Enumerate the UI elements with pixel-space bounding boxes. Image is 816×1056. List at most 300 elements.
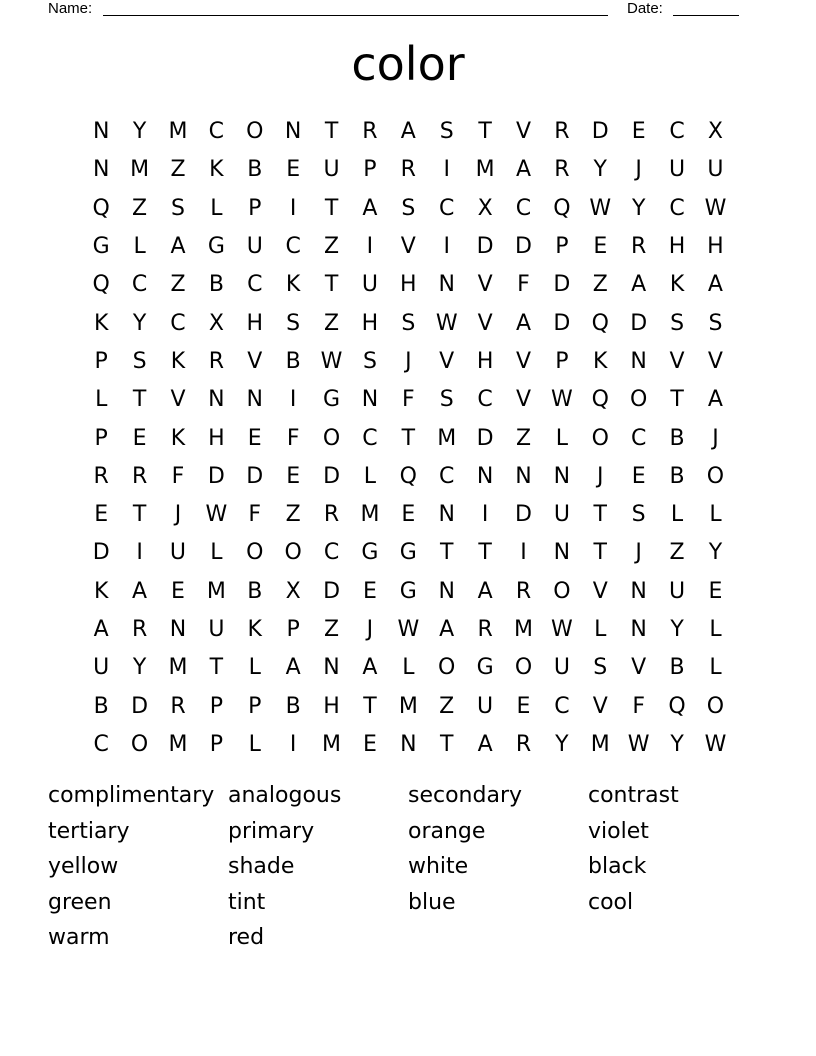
grid-letter[interactable]: O: [706, 693, 725, 719]
grid-letter[interactable]: C: [362, 425, 378, 451]
word-list-item: cool: [588, 889, 634, 915]
grid-letter[interactable]: H: [246, 310, 264, 336]
grid-letter[interactable]: I: [289, 731, 297, 757]
grid-letter[interactable]: T: [363, 693, 377, 719]
grid-letter[interactable]: S: [286, 310, 301, 336]
grid-letter[interactable]: K: [93, 310, 109, 336]
grid-letter[interactable]: C: [170, 310, 186, 336]
grid-letter[interactable]: N: [476, 463, 494, 489]
grid-letter[interactable]: D: [92, 540, 110, 566]
grid-letter[interactable]: C: [439, 463, 455, 489]
grid-letter[interactable]: H: [668, 234, 686, 260]
grid-letter[interactable]: C: [439, 195, 455, 221]
grid-letter[interactable]: W: [589, 195, 612, 221]
grid-letter[interactable]: V: [707, 348, 723, 374]
grid-letter[interactable]: E: [286, 157, 301, 183]
grid-letter[interactable]: A: [477, 731, 493, 757]
grid-letter[interactable]: S: [631, 502, 646, 528]
grid-letter[interactable]: A: [707, 387, 723, 413]
grid-letter[interactable]: N: [92, 157, 110, 183]
grid-letter[interactable]: V: [477, 310, 493, 336]
grid-letter[interactable]: A: [515, 310, 532, 336]
grid-letter[interactable]: M: [168, 731, 188, 757]
grid-letter[interactable]: N: [438, 272, 455, 298]
grid-letter[interactable]: Z: [669, 540, 685, 566]
grid-letter[interactable]: W: [397, 617, 420, 642]
grid-letter[interactable]: C: [93, 731, 109, 757]
grid-letter[interactable]: I: [443, 234, 450, 260]
grid-letter[interactable]: D: [553, 310, 571, 336]
grid-letter[interactable]: Z: [439, 693, 455, 719]
grid-letter[interactable]: M: [360, 502, 380, 528]
grid-letter[interactable]: I: [136, 540, 143, 566]
grid-letter[interactable]: R: [170, 693, 186, 719]
grid-letter[interactable]: P: [248, 693, 262, 719]
grid-letter[interactable]: L: [133, 234, 146, 260]
grid-letter[interactable]: D: [515, 502, 532, 528]
grid-letter[interactable]: A: [362, 655, 378, 681]
grid-letter[interactable]: A: [362, 195, 378, 221]
grid-letter[interactable]: R: [554, 157, 570, 183]
grid-letter[interactable]: C: [630, 425, 647, 451]
grid-letter[interactable]: L: [709, 502, 722, 528]
grid-letter[interactable]: E: [593, 234, 608, 260]
grid-letter[interactable]: B: [669, 425, 685, 451]
grid-letter[interactable]: F: [286, 425, 300, 451]
grid-letter[interactable]: M: [437, 425, 457, 451]
grid-letter[interactable]: O: [706, 463, 725, 489]
grid-letter[interactable]: Z: [170, 157, 186, 183]
grid-letter[interactable]: A: [132, 578, 148, 604]
grid-letter[interactable]: L: [210, 540, 223, 566]
grid-letter[interactable]: U: [208, 617, 225, 642]
grid-letter[interactable]: O: [553, 578, 571, 604]
grid-letter[interactable]: B: [669, 463, 685, 489]
grid-letter[interactable]: T: [593, 502, 607, 528]
grid-letter[interactable]: S: [439, 387, 454, 413]
grid-letter[interactable]: V: [592, 578, 608, 604]
grid-letter[interactable]: B: [285, 348, 301, 374]
grid-letter[interactable]: R: [631, 234, 647, 260]
grid-letter[interactable]: I: [443, 157, 450, 183]
grid-letter[interactable]: J: [635, 157, 642, 183]
grid-letter[interactable]: M: [168, 119, 188, 145]
grid-letter[interactable]: M: [398, 693, 418, 719]
grid-letter[interactable]: B: [93, 693, 109, 719]
grid-letter[interactable]: R: [362, 119, 378, 145]
grid-letter[interactable]: C: [554, 693, 570, 719]
grid-row: [82, 611, 735, 649]
grid-letter[interactable]: D: [323, 578, 341, 604]
grid-letter[interactable]: X: [208, 310, 224, 336]
grid-letter[interactable]: D: [246, 463, 264, 489]
grid-letter[interactable]: A: [477, 578, 493, 604]
grid-letter[interactable]: I: [481, 502, 489, 528]
grid-letter[interactable]: N: [438, 578, 455, 604]
grid-letter[interactable]: Y: [708, 540, 723, 566]
grid-letter[interactable]: P: [94, 348, 108, 374]
grid-letter[interactable]: J: [174, 502, 182, 528]
grid-letter[interactable]: T: [324, 119, 339, 145]
grid-letter[interactable]: M: [206, 578, 226, 604]
grid-letter[interactable]: S: [401, 195, 416, 221]
grid-letter[interactable]: R: [515, 731, 532, 757]
grid-letter[interactable]: Q: [92, 272, 110, 298]
grid-letter[interactable]: I: [520, 540, 527, 566]
grid-letter[interactable]: V: [515, 119, 532, 145]
grid-letter[interactable]: G: [476, 655, 494, 681]
grid-letter[interactable]: F: [401, 387, 415, 413]
grid-letter[interactable]: E: [362, 731, 377, 757]
grid-letter[interactable]: Y: [132, 310, 147, 336]
grid-letter[interactable]: R: [515, 578, 532, 604]
grid-letter[interactable]: L: [555, 425, 569, 451]
grid-letter[interactable]: R: [131, 617, 148, 642]
grid-letter[interactable]: N: [553, 540, 571, 566]
grid-letter[interactable]: D: [131, 693, 149, 719]
grid-letter[interactable]: O: [591, 425, 609, 451]
grid-letter[interactable]: H: [323, 693, 340, 719]
grid-letter[interactable]: M: [130, 157, 150, 183]
grid-letter[interactable]: V: [515, 387, 532, 413]
grid-letter[interactable]: L: [402, 655, 415, 681]
grid-letter[interactable]: C: [323, 540, 340, 566]
grid-letter[interactable]: V: [631, 655, 647, 681]
grid-letter[interactable]: E: [362, 578, 377, 604]
grid-letter[interactable]: N: [208, 387, 225, 413]
grid-letter[interactable]: N: [361, 387, 379, 413]
grid-letter[interactable]: V: [400, 234, 416, 260]
grid-letter[interactable]: Z: [324, 617, 340, 642]
grid-letter[interactable]: Y: [555, 731, 569, 757]
grid-letter[interactable]: N: [630, 578, 647, 604]
grid-letter[interactable]: P: [209, 731, 223, 757]
grid-letter[interactable]: U: [93, 655, 110, 681]
grid-letter[interactable]: P: [363, 157, 377, 183]
grid-letter[interactable]: C: [515, 195, 532, 221]
grid-letter[interactable]: T: [478, 540, 492, 566]
grid-letter[interactable]: X: [477, 195, 493, 221]
grid-letter[interactable]: A: [170, 234, 186, 260]
grid-letter[interactable]: N: [169, 617, 187, 642]
grid-letter[interactable]: E: [401, 502, 416, 528]
grid-letter[interactable]: V: [515, 348, 532, 374]
grid-letter[interactable]: M: [514, 617, 533, 642]
grid-letter[interactable]: L: [248, 731, 261, 757]
grid-letter[interactable]: Q: [92, 195, 110, 221]
grid-letter[interactable]: N: [553, 463, 571, 489]
grid-letter[interactable]: R: [93, 463, 109, 489]
grid-letter[interactable]: N: [515, 463, 532, 489]
grid-letter[interactable]: M: [168, 655, 188, 681]
grid-letter[interactable]: T: [209, 655, 224, 681]
grid-letter[interactable]: L: [709, 617, 722, 642]
grid-letter[interactable]: R: [554, 119, 570, 145]
grid-letter[interactable]: H: [400, 272, 417, 298]
grid-letter[interactable]: O: [514, 655, 533, 681]
grid-letter[interactable]: L: [670, 502, 684, 528]
grid-letter[interactable]: N: [92, 119, 110, 145]
grid-letter[interactable]: U: [323, 157, 340, 183]
grid-letter[interactable]: S: [439, 119, 454, 145]
grid-letter[interactable]: U: [553, 502, 570, 528]
grid-letter[interactable]: N: [630, 348, 647, 374]
grid-letter[interactable]: K: [170, 425, 186, 451]
grid-letter[interactable]: I: [289, 195, 297, 221]
grid-letter[interactable]: F: [248, 502, 262, 528]
grid-letter[interactable]: R: [323, 502, 340, 528]
grid-letter[interactable]: F: [632, 693, 645, 719]
grid-letter[interactable]: H: [208, 425, 225, 451]
grid-letter[interactable]: T: [132, 502, 147, 528]
grid-letter[interactable]: A: [515, 157, 532, 183]
grid-letter[interactable]: B: [247, 578, 263, 604]
grid-letter[interactable]: C: [669, 195, 685, 221]
grid-letter[interactable]: O: [630, 387, 648, 413]
grid-letter[interactable]: J: [405, 348, 412, 374]
grid-letter[interactable]: S: [362, 348, 377, 374]
grid-letter[interactable]: F: [171, 463, 185, 489]
grid-letter[interactable]: Z: [592, 272, 608, 298]
grid-letter[interactable]: N: [400, 731, 417, 757]
grid-letter[interactable]: S: [593, 655, 608, 681]
grid-letter[interactable]: O: [438, 655, 456, 681]
grid-letter[interactable]: K: [593, 348, 608, 374]
grid-letter[interactable]: L: [709, 655, 722, 681]
grid-letter[interactable]: O: [130, 731, 149, 757]
grid-letter[interactable]: V: [439, 348, 455, 374]
grid-letter[interactable]: E: [286, 463, 301, 489]
grid-letter[interactable]: D: [476, 234, 494, 260]
grid-letter[interactable]: S: [132, 348, 147, 374]
grid-letter[interactable]: Y: [593, 157, 607, 183]
word-list-item: shade: [228, 854, 295, 880]
grid-letter[interactable]: H: [476, 348, 494, 374]
grid-letter[interactable]: U: [246, 234, 263, 260]
grid-letter[interactable]: E: [516, 693, 531, 719]
grid-letter[interactable]: U: [553, 655, 570, 681]
grid-letter[interactable]: P: [555, 234, 569, 260]
grid-letter[interactable]: X: [285, 578, 301, 604]
grid-letter[interactable]: W: [320, 348, 343, 374]
grid-letter[interactable]: N: [438, 502, 455, 528]
grid-letter[interactable]: E: [708, 578, 723, 604]
grid-letter[interactable]: H: [707, 234, 724, 260]
grid-letter[interactable]: S: [170, 195, 185, 221]
grid-letter[interactable]: E: [631, 119, 646, 145]
grid-letter[interactable]: Z: [170, 272, 186, 298]
grid-letter[interactable]: Z: [515, 425, 532, 451]
grid-letter[interactable]: S: [708, 310, 723, 336]
grid-letter[interactable]: U: [707, 157, 724, 183]
grid-letter[interactable]: F: [517, 272, 530, 298]
grid-letter[interactable]: R: [477, 617, 493, 642]
grid-letter[interactable]: R: [208, 348, 225, 374]
grid-letter[interactable]: C: [247, 272, 263, 298]
word-list: [48, 778, 768, 956]
header-row: [48, 0, 748, 20]
grid-letter[interactable]: Y: [631, 195, 646, 221]
grid-letter[interactable]: S: [670, 310, 685, 336]
grid-letter[interactable]: D: [553, 272, 571, 298]
grid-letter[interactable]: P: [94, 425, 108, 451]
grid-letter[interactable]: W: [551, 387, 573, 413]
grid-letter[interactable]: G: [207, 234, 225, 260]
grid-letter[interactable]: T: [439, 731, 454, 757]
grid-letter[interactable]: K: [170, 348, 186, 374]
grid-letter[interactable]: R: [400, 157, 416, 183]
grid-letter[interactable]: L: [248, 655, 261, 681]
grid-letter[interactable]: C: [208, 119, 225, 145]
grid-letter[interactable]: Y: [670, 731, 684, 757]
grid-letter[interactable]: K: [93, 578, 109, 604]
grid-letter[interactable]: Q: [668, 693, 686, 719]
grid-letter[interactable]: Z: [285, 502, 301, 528]
grid-letter[interactable]: V: [669, 348, 685, 374]
grid-letter[interactable]: G: [399, 578, 417, 604]
grid-letter[interactable]: Z: [324, 234, 340, 260]
grid-letter[interactable]: T: [478, 119, 492, 145]
grid-letter[interactable]: C: [669, 119, 685, 145]
grid-row: [82, 113, 735, 151]
grid-letter[interactable]: W: [205, 502, 228, 528]
grid-letter[interactable]: J: [597, 463, 604, 489]
grid-letter[interactable]: T: [439, 540, 454, 566]
grid-letter[interactable]: W: [627, 731, 650, 757]
grid-letter[interactable]: Z: [324, 310, 340, 336]
grid-letter[interactable]: D: [630, 310, 648, 336]
grid-letter[interactable]: T: [324, 195, 339, 221]
grid-letter[interactable]: D: [515, 234, 532, 260]
grid-letter[interactable]: G: [361, 540, 379, 566]
grid-letter[interactable]: C: [477, 387, 493, 413]
grid-letter[interactable]: G: [323, 387, 341, 413]
grid-letter[interactable]: X: [707, 119, 723, 145]
grid-letter[interactable]: Q: [399, 463, 417, 489]
grid-letter[interactable]: I: [289, 387, 297, 413]
grid-letter[interactable]: O: [246, 540, 264, 566]
grid-letter[interactable]: K: [669, 272, 685, 298]
grid-letter[interactable]: B: [208, 272, 224, 298]
grid-row: [82, 381, 735, 419]
grid-letter[interactable]: Y: [132, 655, 147, 681]
grid-letter[interactable]: U: [477, 693, 494, 719]
grid-letter[interactable]: E: [171, 578, 185, 604]
grid-letter[interactable]: P: [555, 348, 569, 374]
grid-letter[interactable]: L: [210, 195, 223, 221]
letter-grid: [82, 113, 735, 764]
grid-letter[interactable]: P: [209, 693, 223, 719]
grid-letter[interactable]: E: [94, 502, 109, 528]
grid-letter[interactable]: U: [361, 272, 378, 298]
grid-letter[interactable]: B: [285, 693, 301, 719]
grid-letter[interactable]: D: [323, 463, 341, 489]
grid-letter[interactable]: E: [132, 425, 147, 451]
grid-letter[interactable]: K: [285, 272, 301, 298]
grid-letter[interactable]: L: [363, 463, 377, 489]
grid-letter[interactable]: N: [630, 617, 647, 642]
grid-letter[interactable]: V: [592, 693, 608, 719]
grid-letter[interactable]: T: [132, 387, 147, 413]
grid-letter[interactable]: K: [247, 617, 262, 642]
grid-letter[interactable]: I: [366, 234, 374, 260]
grid-letter[interactable]: G: [399, 540, 417, 566]
grid-letter[interactable]: V: [247, 348, 263, 374]
word-list-item: violet: [588, 818, 649, 844]
grid-letter[interactable]: J: [635, 540, 642, 566]
grid-letter[interactable]: Z: [132, 195, 148, 221]
grid-letter[interactable]: B: [669, 655, 685, 681]
grid-letter[interactable]: Q: [591, 387, 609, 413]
grid-letter[interactable]: A: [707, 272, 723, 298]
date-field-line[interactable]: [673, 15, 739, 16]
grid-letter[interactable]: Y: [670, 617, 684, 642]
grid-letter[interactable]: O: [246, 119, 264, 145]
grid-letter[interactable]: T: [593, 540, 607, 566]
grid-letter[interactable]: A: [400, 119, 416, 145]
grid-letter[interactable]: G: [92, 234, 110, 260]
grid-letter[interactable]: O: [284, 540, 302, 566]
grid-letter[interactable]: M: [590, 731, 610, 757]
grid-letter[interactable]: Q: [591, 310, 609, 336]
grid-letter[interactable]: M: [475, 157, 495, 183]
grid-letter[interactable]: W: [704, 731, 727, 757]
grid-letter[interactable]: A: [93, 617, 109, 642]
grid-letter[interactable]: E: [247, 425, 262, 451]
grid-letter[interactable]: A: [439, 617, 455, 642]
grid-letter[interactable]: D: [207, 463, 225, 489]
grid-letter[interactable]: W: [551, 617, 573, 642]
grid-letter[interactable]: N: [246, 387, 263, 413]
grid-letter[interactable]: N: [323, 655, 340, 681]
name-field-line[interactable]: [103, 15, 608, 16]
grid-letter[interactable]: C: [285, 234, 301, 260]
grid-letter[interactable]: J: [366, 617, 374, 642]
grid-letter[interactable]: U: [669, 578, 686, 604]
grid-letter[interactable]: V: [170, 387, 186, 413]
grid-letter[interactable]: D: [591, 119, 609, 145]
grid-letter[interactable]: U: [669, 157, 686, 183]
grid-letter[interactable]: T: [324, 272, 339, 298]
grid-letter[interactable]: R: [131, 463, 148, 489]
grid-letter[interactable]: J: [712, 425, 719, 451]
grid-letter[interactable]: V: [477, 272, 493, 298]
grid-letter[interactable]: U: [169, 540, 187, 566]
grid-letter[interactable]: K: [209, 157, 224, 183]
grid-letter[interactable]: O: [322, 425, 341, 451]
grid-letter[interactable]: L: [95, 387, 108, 413]
grid-letter[interactable]: H: [361, 310, 379, 336]
grid-letter[interactable]: P: [248, 195, 262, 221]
grid-letter[interactable]: A: [285, 655, 301, 681]
grid-letter[interactable]: L: [594, 617, 607, 642]
grid-letter[interactable]: T: [401, 425, 416, 451]
grid-letter[interactable]: C: [131, 272, 148, 298]
grid-letter[interactable]: M: [322, 731, 342, 757]
grid-letter[interactable]: Q: [553, 195, 571, 221]
grid-letter[interactable]: S: [401, 310, 416, 336]
grid-letter[interactable]: E: [631, 463, 646, 489]
grid-letter[interactable]: N: [284, 119, 302, 145]
grid-letter[interactable]: T: [670, 387, 684, 413]
grid-letter[interactable]: Y: [132, 119, 147, 145]
grid-letter[interactable]: B: [247, 157, 263, 183]
grid-letter[interactable]: P: [286, 617, 300, 642]
grid-letter[interactable]: W: [435, 310, 458, 336]
grid-letter[interactable]: A: [631, 272, 647, 298]
grid-letter[interactable]: W: [704, 195, 727, 221]
grid-letter[interactable]: D: [476, 425, 494, 451]
